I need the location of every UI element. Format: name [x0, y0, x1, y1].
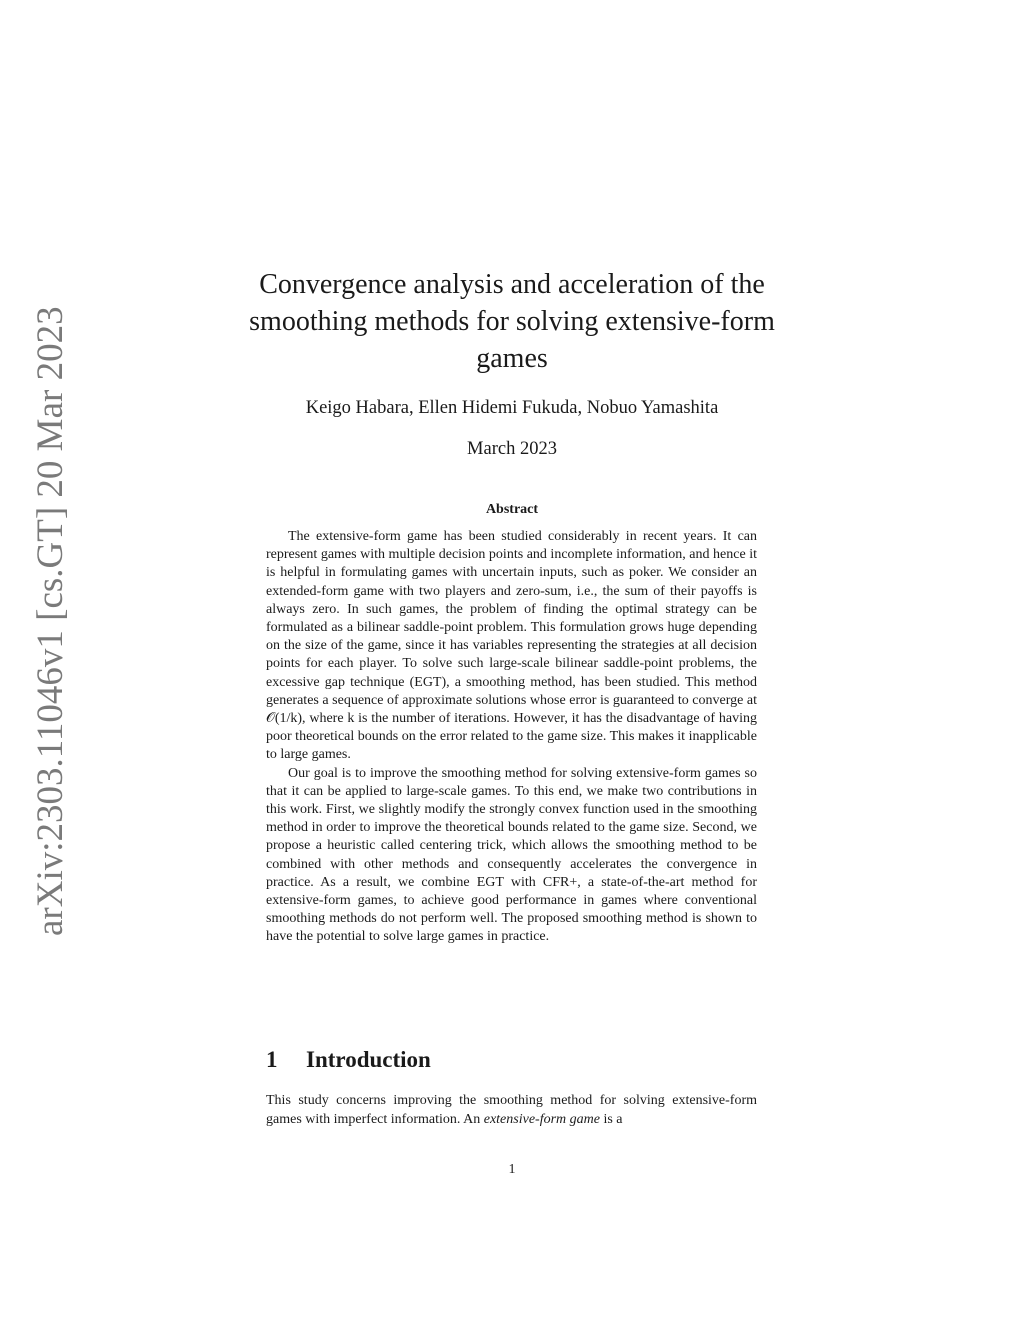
introduction-paragraph — [266, 1091, 757, 1129]
publication-date: March 2023 — [467, 439, 557, 459]
abstract-paragraph: The extensive-form game has been studied considerably in recent years. It can represent games with multiple decision points and incomplete information, and hence it is helpful in formulating games with uncertain inputs, such as poker. We consider an extended-form game with two players and zero-sum, i.e., the sum of their payoffs is always zero. In such games, the problem of finding the optimal strategy can be formulated as a bilinear saddle-point problem. This formulation grows huge depending on the size of the game, since it has variables representing the strategies at all decision points for each player. To solve such large-scale bilinear saddle-point problems, the excessive gap technique (EGT), a smoothing method, has been studied. This method generates a sequence of approximate solutions whose error is guaranteed to converge at 𝒪(1/k), where k is the number of iterations. However, it has the disadvantage of having poor theoretical bounds on the error related to the game size. This makes it inapplicable to large games. — [266, 529, 757, 763]
author-list: Keigo Habara, Ellen Hidemi Fukuda, Nobuo Yamashita — [305, 398, 719, 418]
section-title: Introduction — [306, 1047, 431, 1072]
section-heading — [266, 1047, 431, 1073]
paper-title: Convergence analysis and acceleration of the smoothing methods for solving extensive-form games — [249, 269, 775, 374]
page-number: 1 — [508, 1162, 516, 1177]
arxiv-identifier: arXiv:2303.11046v1 [cs.GT] 20 Mar 2023 — [30, 306, 71, 936]
abstract-body — [266, 528, 757, 947]
intro-text-continued: is a — [599, 1112, 623, 1127]
intro-defined-term: extensive-form game — [483, 1112, 600, 1127]
abstract-heading: Abstract — [485, 502, 539, 517]
section-number: 1 — [266, 1047, 278, 1072]
intro-text: This study concerns improving the smoothing method for solving extensive-form games with imperfect information. An — [266, 1093, 757, 1127]
abstract-paragraph: Our goal is to improve the smoothing method for solving extensive-form games so that it can be applied to large-scale games. To this end, we make two contributions in this work. First, we slightly modify the strongly convex function used in the smoothing method in order to improve the theoretical bounds related to the game size. Second, we propose a heuristic called centering trick, which allows the smoothing method to be combined with other methods and consequently accelerates the convergence in practice. As a result, we combine EGT with CFR+, a state-of-the-art method for extensive-form games, to achieve good performance in games where conventional smoothing methods do not perform well. The proposed smoothing method is shown to have the potential to solve large games in practice. — [266, 765, 757, 945]
